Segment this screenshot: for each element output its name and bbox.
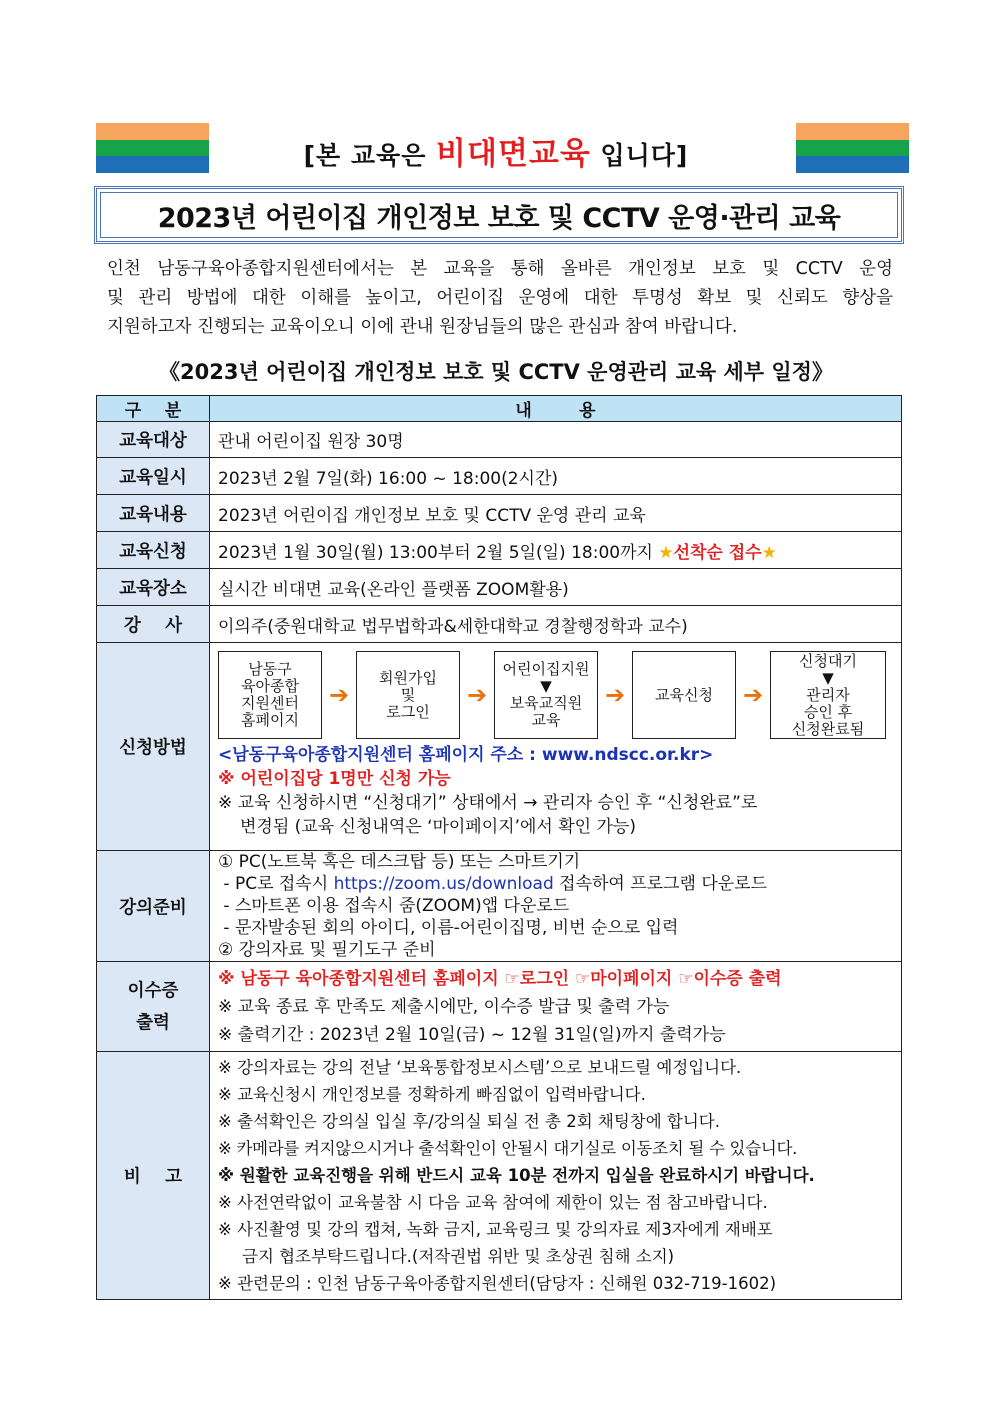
intro-line: 인천 남동구육아종합지원센터에서는 본 교육을 통해 올바른 개인정보 보호 및 CCTV 운영 — [107, 259, 893, 279]
row-label: 교육장소 — [97, 569, 210, 606]
row-label: 교육내용 — [97, 495, 210, 532]
row-value — [210, 851, 902, 962]
flow-step-homepage: 남동구 육아종합 지원센터 홈페이지 — [218, 651, 322, 739]
row-value — [210, 1052, 902, 1300]
header-content: 내 용 — [210, 396, 902, 422]
table-row — [97, 458, 902, 495]
banner-prefix: [본 교육은 — [303, 141, 437, 170]
banner — [0, 128, 992, 173]
row-value — [210, 643, 902, 851]
table-header-row — [97, 396, 902, 422]
row-value: 실시간 비대면 교육(온라인 플랫폼 ZOOM활용) — [210, 569, 902, 606]
prep-line: ① PC(노트북 혹은 데스크탑 등) 또는 스마트기기 — [218, 852, 581, 872]
table-row — [97, 1052, 902, 1300]
flow-step-menu: 어린이집지원 ▼ 보육교직원 교육 — [494, 651, 598, 739]
intro-line: 지원하고자 진행되는 교육이오니 이에 관내 원장님들의 많은 관심과 참여 바랍니다. — [107, 317, 738, 337]
row-label: 강 사 — [97, 606, 210, 643]
cert-line: ※ 출력기간 : 2023년 2월 10일(금) ~ 12월 31일(일)까지 출력가능 — [218, 1024, 726, 1045]
prep-line: - PC로 접속시 https://zoom.us/download 접속하여 프로그램 다운로드 — [218, 874, 768, 894]
star-icon: ★ — [761, 542, 777, 563]
arrow-right-icon: ➔ — [742, 681, 764, 709]
table-row — [97, 569, 902, 606]
arrow-right-icon: ➔ — [328, 681, 350, 709]
schedule-title: 《2023년 어린이집 개인정보 보호 및 CCTV 운영관리 교육 세부 일정》 — [159, 360, 833, 384]
table-row — [97, 532, 902, 569]
apply-period: 2023년 1월 30일(월) 13:00부터 2월 5일(일) 18:00까지 — [218, 542, 659, 563]
row-value: 이의주(중원대학교 법무법학과&세한대학교 경찰행정학과 교수) — [210, 606, 902, 643]
row-value: 관내 어린이집 원장 30명 — [210, 422, 902, 458]
table-row — [97, 962, 902, 1052]
row-label: 교육신청 — [97, 532, 210, 569]
remark-line: ※ 강의자료는 강의 전날 ‘보육통합정보시스템’으로 보내드릴 예정입니다. — [218, 1058, 742, 1077]
status-note-cont: 변경됨 (교육 신청내역은 ‘마이페이지’에서 확인 가능) — [240, 817, 636, 837]
prep-line: - 스마트폰 이용 접속시 줌(ZOOM)앱 다운로드 — [218, 896, 570, 916]
table-row — [97, 643, 902, 851]
flow-step-signup: 회원가입 및 로그인 — [356, 651, 460, 739]
remark-line: ※ 카메라를 켜지않으시거나 출석확인이 안될시 대기실로 이동조치 될 수 있습니다. — [218, 1139, 798, 1158]
remark-line: ※ 출석확인은 강의실 입실 후/강의실 퇴실 전 총 2회 채팅창에 합니다. — [218, 1112, 720, 1131]
row-value: 2023년 어린이집 개인정보 보호 및 CCTV 운영 관리 교육 — [210, 495, 902, 532]
remark-line: ※ 원활한 교육진행을 위해 반드시 교육 10분 전까지 입실을 완료하시기 바랍니다. — [218, 1166, 815, 1185]
remark-line: ※ 교육신청시 개인정보를 정확하게 빠짐없이 입력바랍니다. — [218, 1085, 646, 1104]
row-label: 교육일시 — [97, 458, 210, 495]
banner-highlight: 비대면교육 — [436, 136, 591, 172]
cert-line: ※ 남동구 육아종합지원센터 홈페이지 ☞로그인 ☞마이페이지 ☞이수증 출력 — [218, 968, 782, 989]
remark-line: ※ 사전연락없이 교육불참 시 다음 교육 참여에 제한이 있는 점 참고바랍니다. — [218, 1193, 768, 1212]
application-flow — [214, 643, 901, 743]
flow-step-apply: 교육신청 — [632, 651, 736, 739]
arrow-right-icon: ➔ — [466, 681, 488, 709]
table-row — [97, 606, 902, 643]
table-row — [97, 851, 902, 962]
schedule-table — [96, 395, 902, 1300]
prep-line: - 문자발송된 회의 아이디, 이름-어린이집명, 비번 순으로 입력 — [218, 918, 679, 938]
intro-line: 및 관리 방법에 대한 이해를 높이고, 어린이집 운영에 대한 투명성 확보 및 신뢰도 향상을 — [107, 288, 893, 308]
row-value — [210, 532, 902, 569]
row-value — [210, 962, 902, 1052]
row-label: 비 고 — [97, 1052, 210, 1300]
table-row — [97, 422, 902, 458]
prep-line: ② 강의자료 및 필기도구 준비 — [218, 940, 436, 960]
flow-step-complete: 신청대기 ▼ 관리자 승인 후 신청완료됨 — [770, 651, 886, 739]
arrow-right-icon: ➔ — [604, 681, 626, 709]
remark-line: 금지 협조부탁드립니다.(저작권법 위반 및 초상권 침해 소지) — [242, 1247, 675, 1266]
remark-line: ※ 관련문의 : 인천 남동구육아종합지원센터(담당자 : 신해원 032-719-1602) — [218, 1274, 777, 1293]
row-value: 2023년 2월 7일(화) 16:00 ~ 18:00(2시간) — [210, 458, 902, 495]
intro-paragraph — [107, 255, 893, 342]
limit-note: ※ 어린이집당 1명만 신청 가능 — [218, 769, 451, 789]
row-label: 교육대상 — [97, 422, 210, 458]
row-label: 신청방법 — [97, 643, 210, 851]
header-category: 구 분 — [97, 396, 210, 422]
row-label: 강의준비 — [97, 851, 210, 962]
table-row — [97, 495, 902, 532]
zoom-download-link[interactable]: https://zoom.us/download — [333, 874, 554, 894]
first-come-note: 선착순 접수 — [673, 542, 762, 563]
homepage-address: <남동구육아종합지원센터 홈페이지 주소 : www.ndscc.or.kr> — [218, 745, 714, 765]
row-label: 이수증 출력 — [97, 962, 210, 1052]
page-title: 2023년 어린이집 개인정보 보호 및 CCTV 운영·관리 교육 — [157, 202, 841, 234]
banner-suffix: 입니다] — [590, 141, 689, 170]
status-note: ※ 교육 신청하시면 “신청대기” 상태에서 → 관리자 승인 후 “신청완료”로 — [218, 793, 758, 813]
cert-line: ※ 교육 종료 후 만족도 제출시에만, 이수증 발급 및 출력 가능 — [218, 996, 670, 1017]
title-box — [94, 186, 904, 244]
remark-line: ※ 사진촬영 및 강의 캡쳐, 녹화 금지, 교육링크 및 강의자료 제3자에게 재배포 — [218, 1220, 773, 1239]
star-icon: ★ — [658, 542, 674, 563]
